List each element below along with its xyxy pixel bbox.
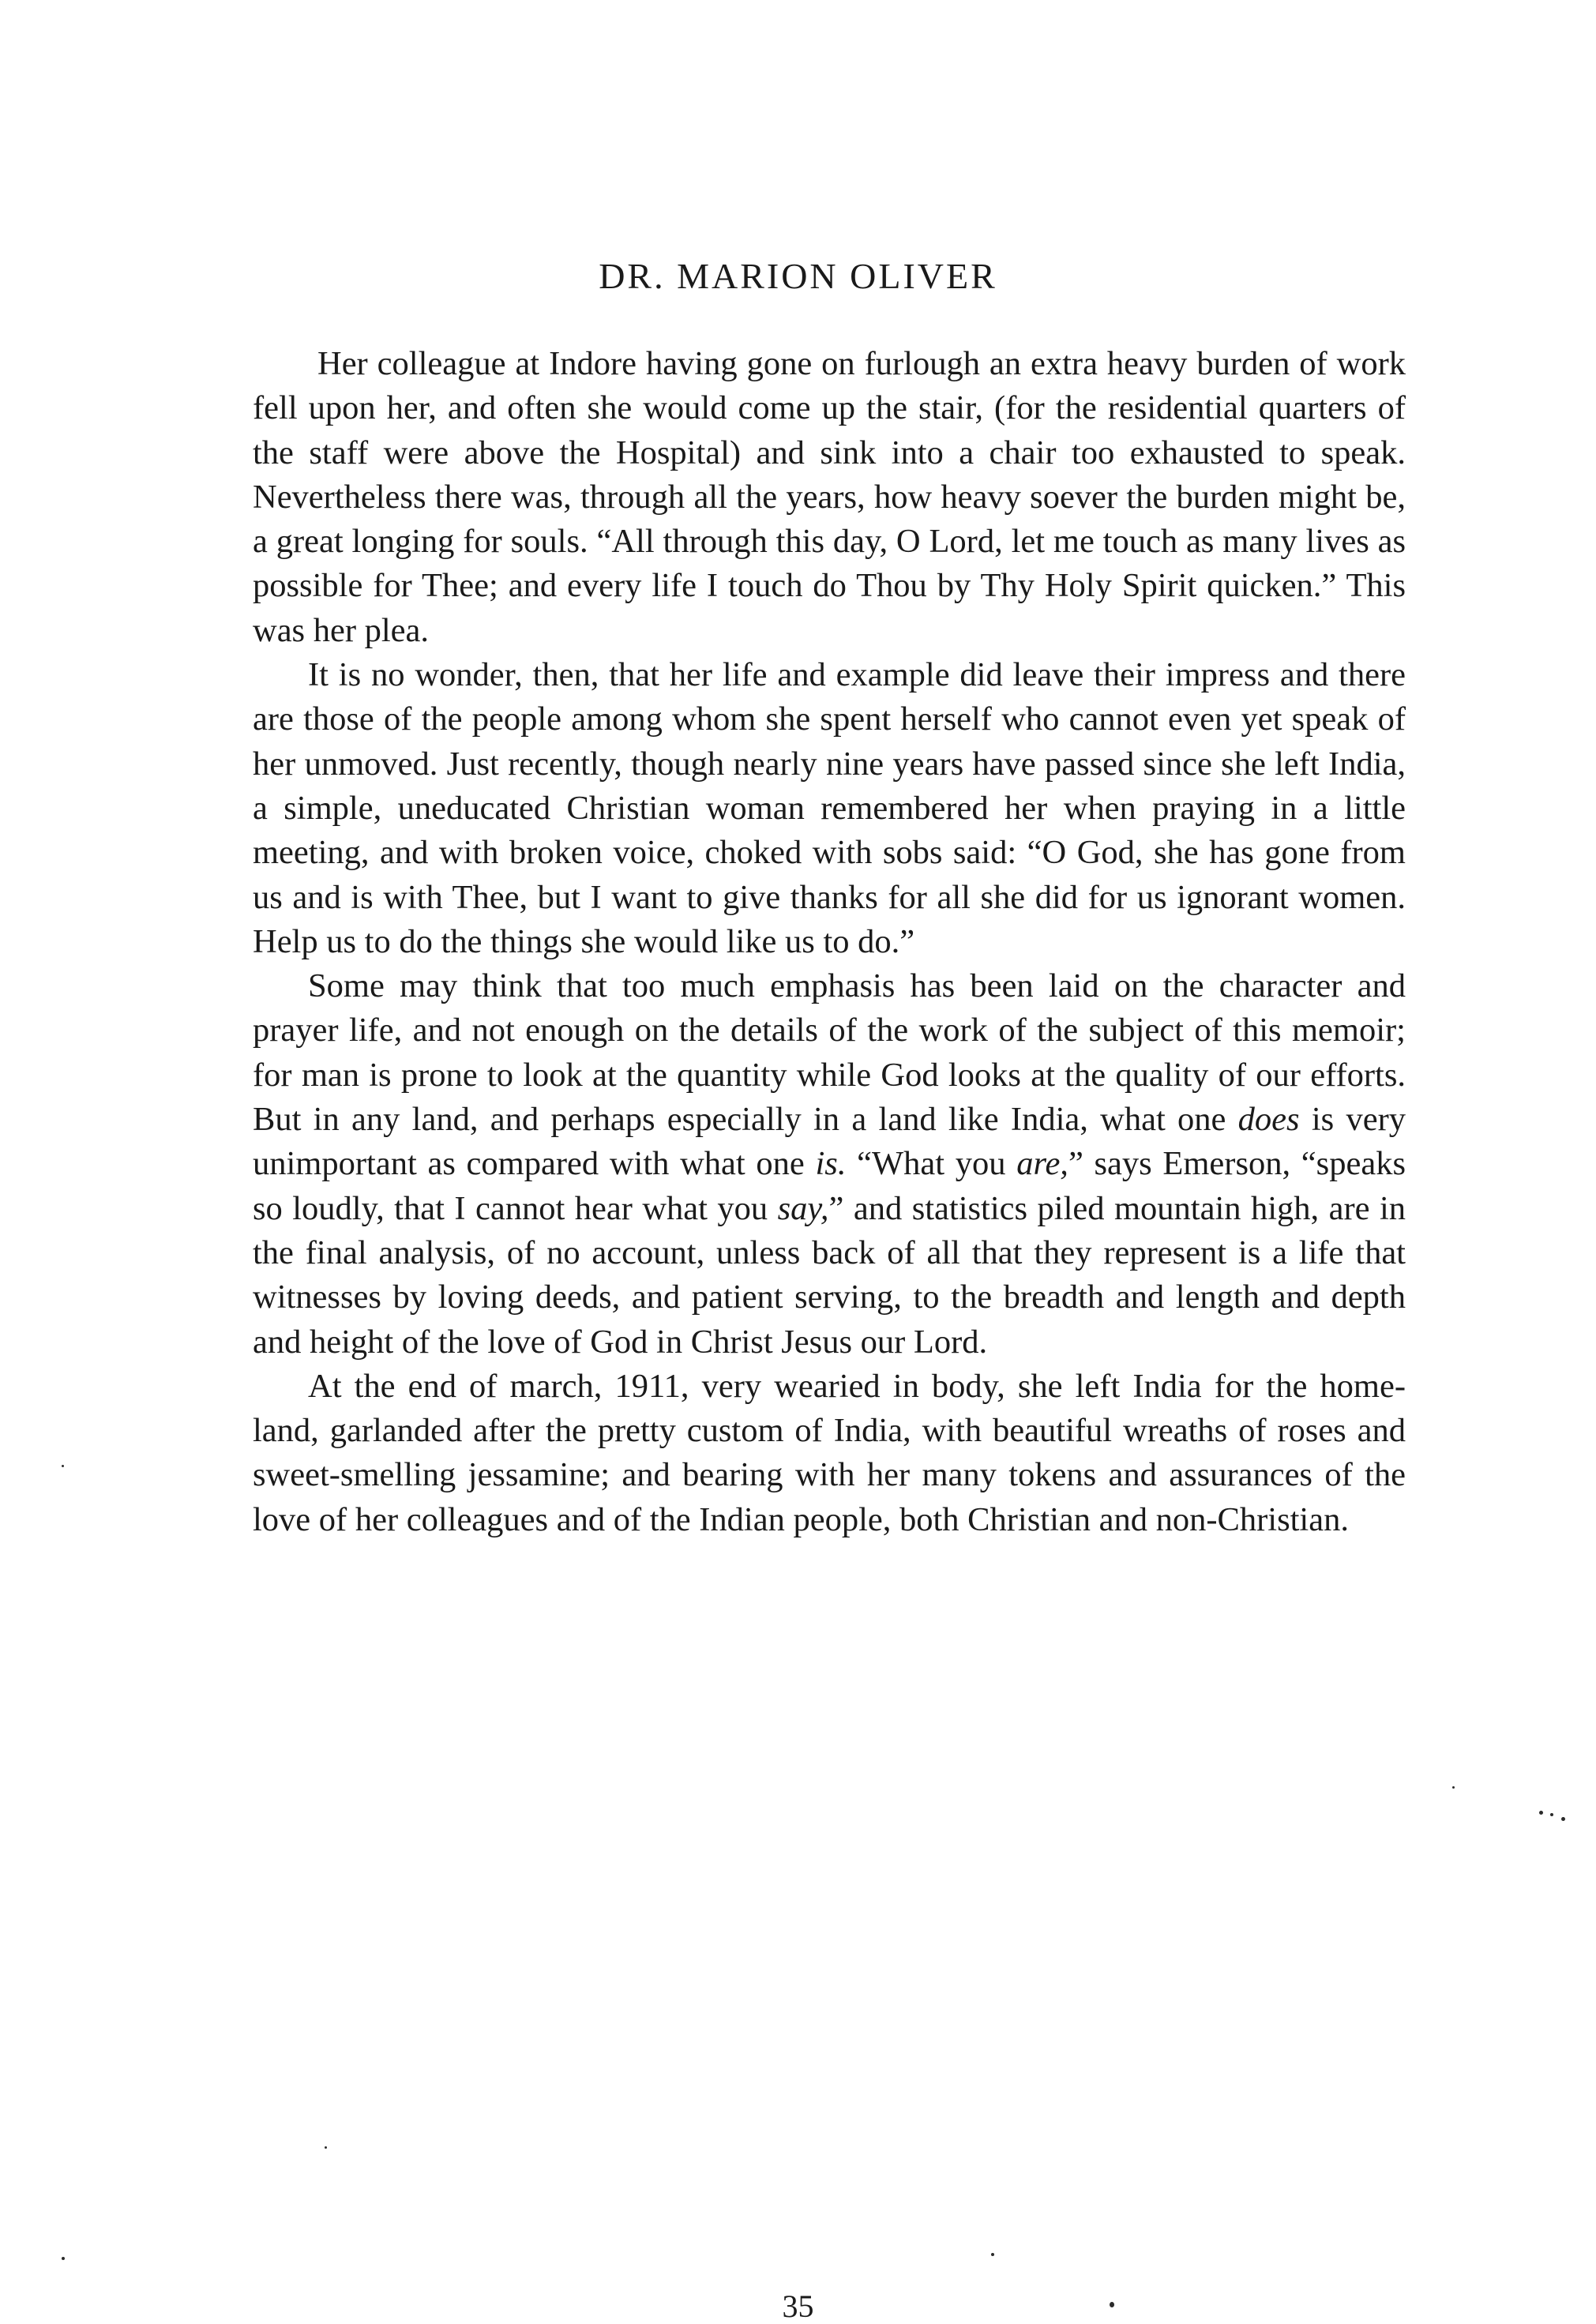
emphasis-is: is. — [815, 1145, 847, 1183]
scan-speck — [1561, 1817, 1565, 1821]
running-head: DR. MARION OLIVER — [599, 256, 997, 296]
paragraph-1: Her colleague at Indore having gone on furlough an extra heavy burden of work fell upon her, and often she would come up the stair, (for the residential quarters of the staff were above the Hospital) and sink into a chair too exhausted to speak. Nevertheless there was, through all the years, how heavy soever the burden might be, a great longing for souls. “All through this day, O Lord, let me touch as many lives as possible for Thee; and every life I touch do Thou by Thy Holy Spirit quicken.” This was her plea. — [253, 345, 1406, 649]
paragraph-3-text-e: ” and statistics piled mountain high, are in the final analysis, of no account, unless back of all that they represent is a life that witnesses by loving deeds, and patient serving, to the breadth and length and depth and height of the love of God in Christ Jesus our Lord. — [253, 1189, 1406, 1361]
body-text — [253, 342, 1406, 1542]
scan-speck — [1110, 2302, 1114, 2307]
scan-speck — [1539, 1811, 1543, 1815]
emphasis-say: say, — [777, 1189, 829, 1227]
scan-speck — [1550, 1813, 1553, 1816]
paragraph-2: It is no wonder, then, that her life and example did leave their impress and there are those of the people among whom she spent herself who cannot even yet speak of her unmoved. Just recently, though nearly nine years have passed since she left India, a simple, uneducated Christian woman remembered her when praying in a little meeting, and with broken voice, choked with sobs said: “O God, she has gone from us and is with Thee, but I want to give thanks for all she did for us ignorant women. Help us to do the things she would like us to do.” — [253, 656, 1406, 960]
paragraph-3-text-a: Some may think that too much emphasis has been laid on the character and prayer life, and not enough on the details of the work of the subject of this memoir; for man is prone to look at the quantity while God looks at the quality of our efforts. But in any land, and perhaps especially in a land like India, what one — [253, 967, 1406, 1139]
scan-speck — [1452, 1786, 1455, 1789]
page-number: 35 — [782, 2288, 814, 2324]
paragraph-4: At the end of march, 1911, very wearied in body, she left India for the home-land, garlanded after the pretty custom of India, with beautiful wreaths of roses and sweet-smelling jessamine; and bearing with her many tokens and assurances of the love of her colleagues and of the Indian people, both Christian and non-Christian. — [253, 1367, 1406, 1538]
paragraph-3-text-b: is very unimportant as compared with what one — [253, 1101, 1406, 1183]
paragraph-3 — [253, 964, 1406, 1365]
emphasis-does: does — [1237, 1101, 1300, 1139]
scan-speck — [325, 2146, 327, 2149]
scan-speck — [62, 2257, 65, 2260]
scan-speck — [991, 2253, 994, 2256]
paragraph-3-text-d: ” says Emerson, “speaks so loudly, that I cannot hear what you — [253, 1145, 1406, 1227]
paragraph-3-text-c: “What you — [846, 1145, 1017, 1183]
emphasis-are: are, — [1016, 1145, 1068, 1183]
scan-speck — [62, 1465, 64, 1467]
